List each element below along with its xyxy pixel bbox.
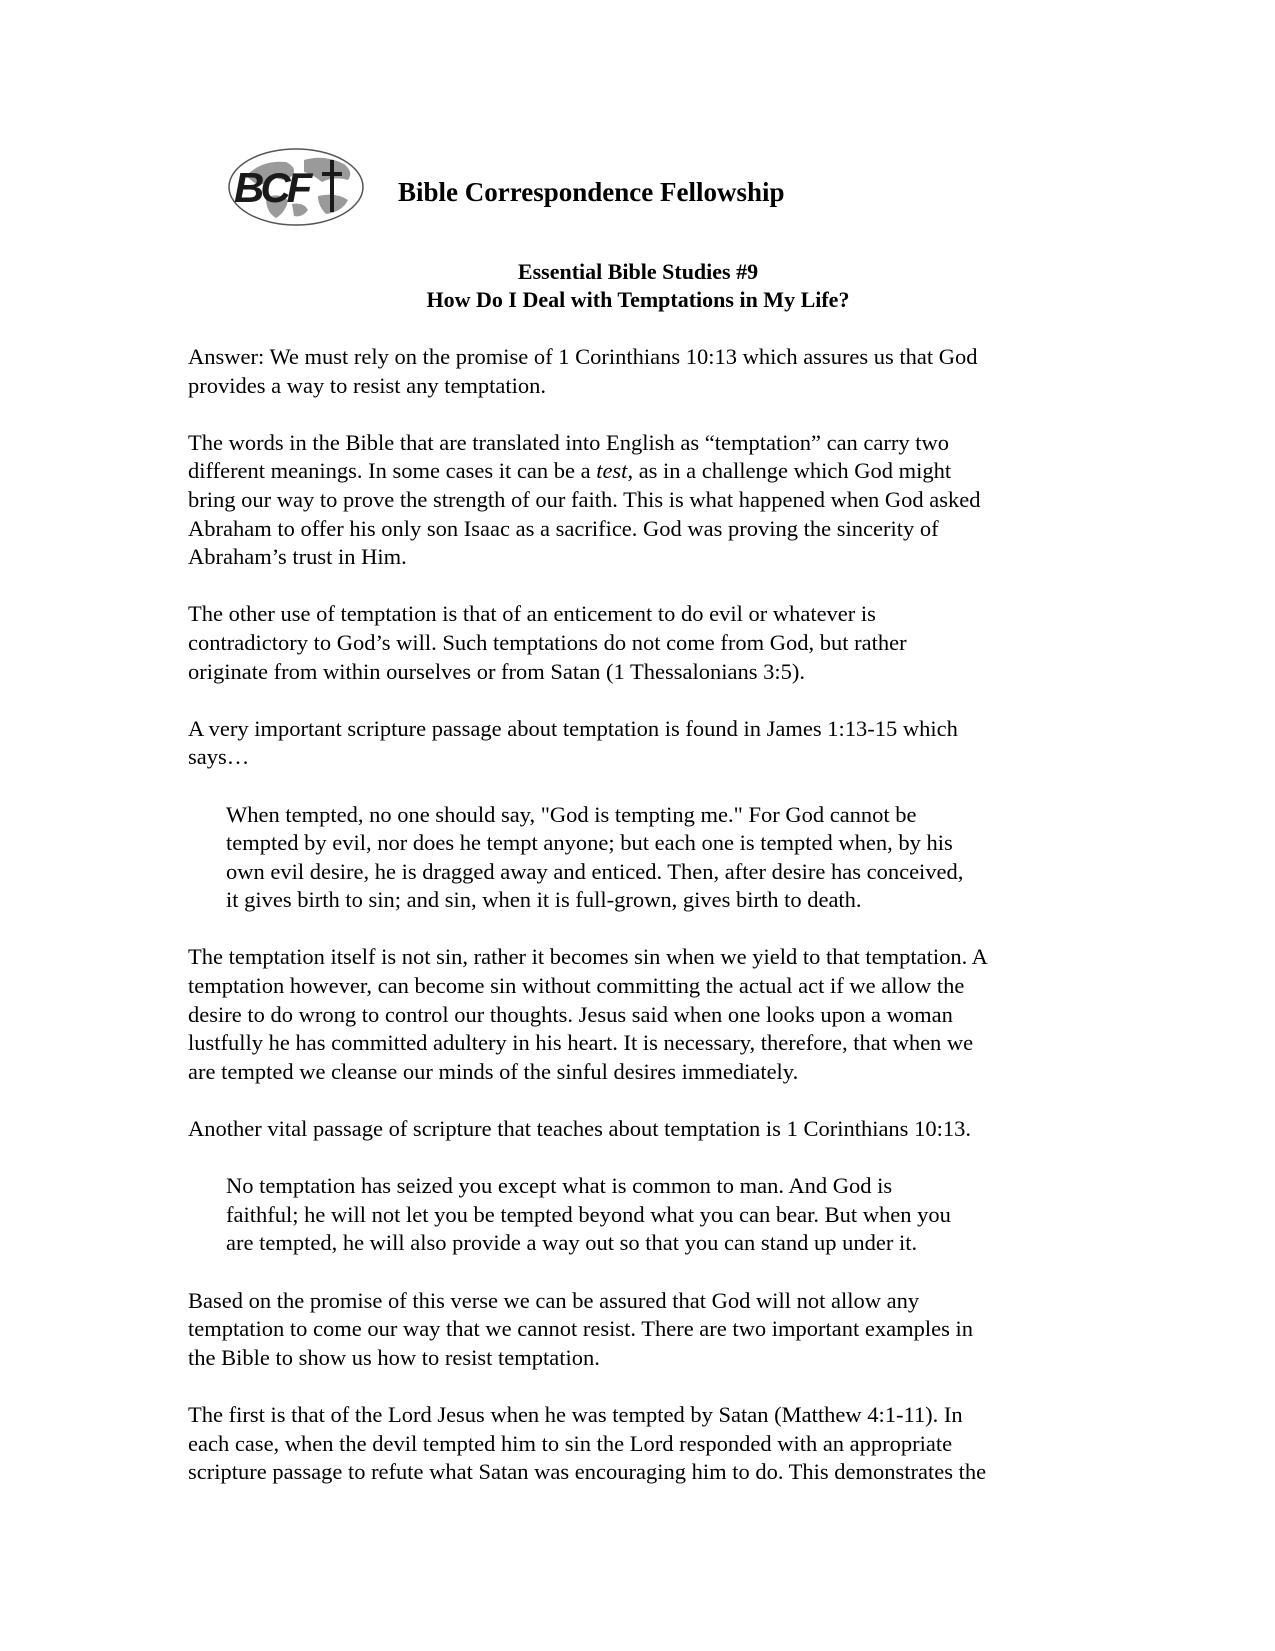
quote-line: tempted by evil, nor does he tempt anyone; but each one is tempted when, by his — [226, 830, 953, 856]
answer-paragraph — [188, 343, 1088, 400]
text-line: are tempted we cleanse our minds of the sinful desires immediately. — [188, 1058, 799, 1084]
text-fragment: different meanings. In some cases it can be a — [188, 458, 597, 484]
corinthians-quote-block — [226, 1172, 1088, 1258]
study-question: How Do I Deal with Temptations in My Life? — [426, 287, 850, 312]
text-line: desire to do wrong to control our thoughts. Jesus said when one looks upon a woman — [188, 1001, 953, 1027]
text-line: The first is that of the Lord Jesus when he was tempted by Satan (Matthew 4:1-11). In — [188, 1401, 963, 1427]
text-line: contradictory to God’s will. Such temptations do not come from God, but rather — [188, 629, 907, 655]
quote-line: faithful; he will not let you be tempted beyond what you can bear. But when you — [226, 1201, 951, 1227]
series-title: Essential Bible Studies #9 — [517, 259, 759, 284]
text-line: A very important scripture passage about temptation is found in James 1:13-15 which — [188, 715, 958, 741]
text-line: scripture passage to refute what Satan was encouraging him to do. This demonstrates the — [188, 1459, 987, 1485]
text-line — [188, 457, 1088, 486]
quote-line: are tempted, he will also provide a way out so that you can stand up under it. — [226, 1230, 918, 1256]
document-body — [188, 343, 1088, 1515]
text-line: Abraham’s trust in Him. — [188, 544, 407, 570]
text-line: each case, when the devil tempted him to sin the Lord responded with an appropriate — [188, 1430, 953, 1456]
text-line: The words in the Bible that are translated into English as “temptation” can carry two — [188, 429, 950, 455]
text-line: the Bible to show us how to resist temptation. — [188, 1344, 600, 1370]
text-line: originate from within ourselves or from Satan (1 Thessalonians 3:5). — [188, 658, 805, 684]
text-line: Based on the promise of this verse we can be assured that God will not allow any — [188, 1287, 920, 1313]
quote-line: When tempted, no one should say, "God is tempting me." For God cannot be — [226, 801, 917, 827]
first-example-paragraph — [188, 1401, 1088, 1487]
text-line: says… — [188, 744, 250, 770]
text-line: temptation to come our way that we cannot resist. There are two important examples in — [188, 1316, 973, 1342]
not-sin-paragraph — [188, 943, 1088, 1086]
quote-line: own evil desire, he is dragged away and enticed. Then, after desire has conceived, — [226, 858, 964, 884]
text-line: The temptation itself is not sin, rather it becomes sin when we yield to that temptation. A — [188, 944, 988, 970]
text-line: Another vital passage of scripture that teaches about temptation is 1 Corinthians 10:13. — [188, 1116, 971, 1142]
promise-paragraph — [188, 1287, 1088, 1373]
james-quote-block — [226, 801, 1088, 915]
organization-name: Bible Correspondence Fellowship — [398, 177, 785, 207]
text-line: Answer: We must rely on the promise of 1 Corinthians 10:13 which assures us that God — [188, 344, 978, 369]
meanings-paragraph — [188, 429, 1088, 572]
text-line: The other use of temptation is that of an enticement to do evil or whatever is — [188, 601, 876, 627]
quote-line: No temptation has seized you except what is common to man. And God is — [226, 1173, 893, 1199]
text-line: temptation however, can become sin without committing the actual act if we allow the — [188, 973, 965, 999]
study-heading — [188, 258, 1088, 314]
text-fragment: , as in a challenge which God might — [627, 458, 952, 484]
text-line: bring our way to prove the strength of our faith. This is what happened when God asked — [188, 486, 981, 512]
james-intro-paragraph — [188, 715, 1088, 772]
text-line: lustfully he has committed adultery in his heart. It is necessary, therefore, that when we — [188, 1030, 974, 1056]
bcf-globe-logo-icon — [226, 146, 366, 228]
text-line: Abraham to offer his only son Isaac as a sacrifice. God was proving the sincerity of — [188, 515, 939, 541]
corinthians-intro-paragraph — [188, 1115, 1088, 1144]
other-use-paragraph — [188, 600, 1088, 686]
text-line: provides a way to resist any temptation. — [188, 372, 547, 398]
quote-line: it gives birth to sin; and sin, when it is full-grown, gives birth to death. — [226, 887, 862, 913]
logo-letters: BCF — [234, 164, 309, 211]
emphasis-word: test — [596, 458, 628, 484]
